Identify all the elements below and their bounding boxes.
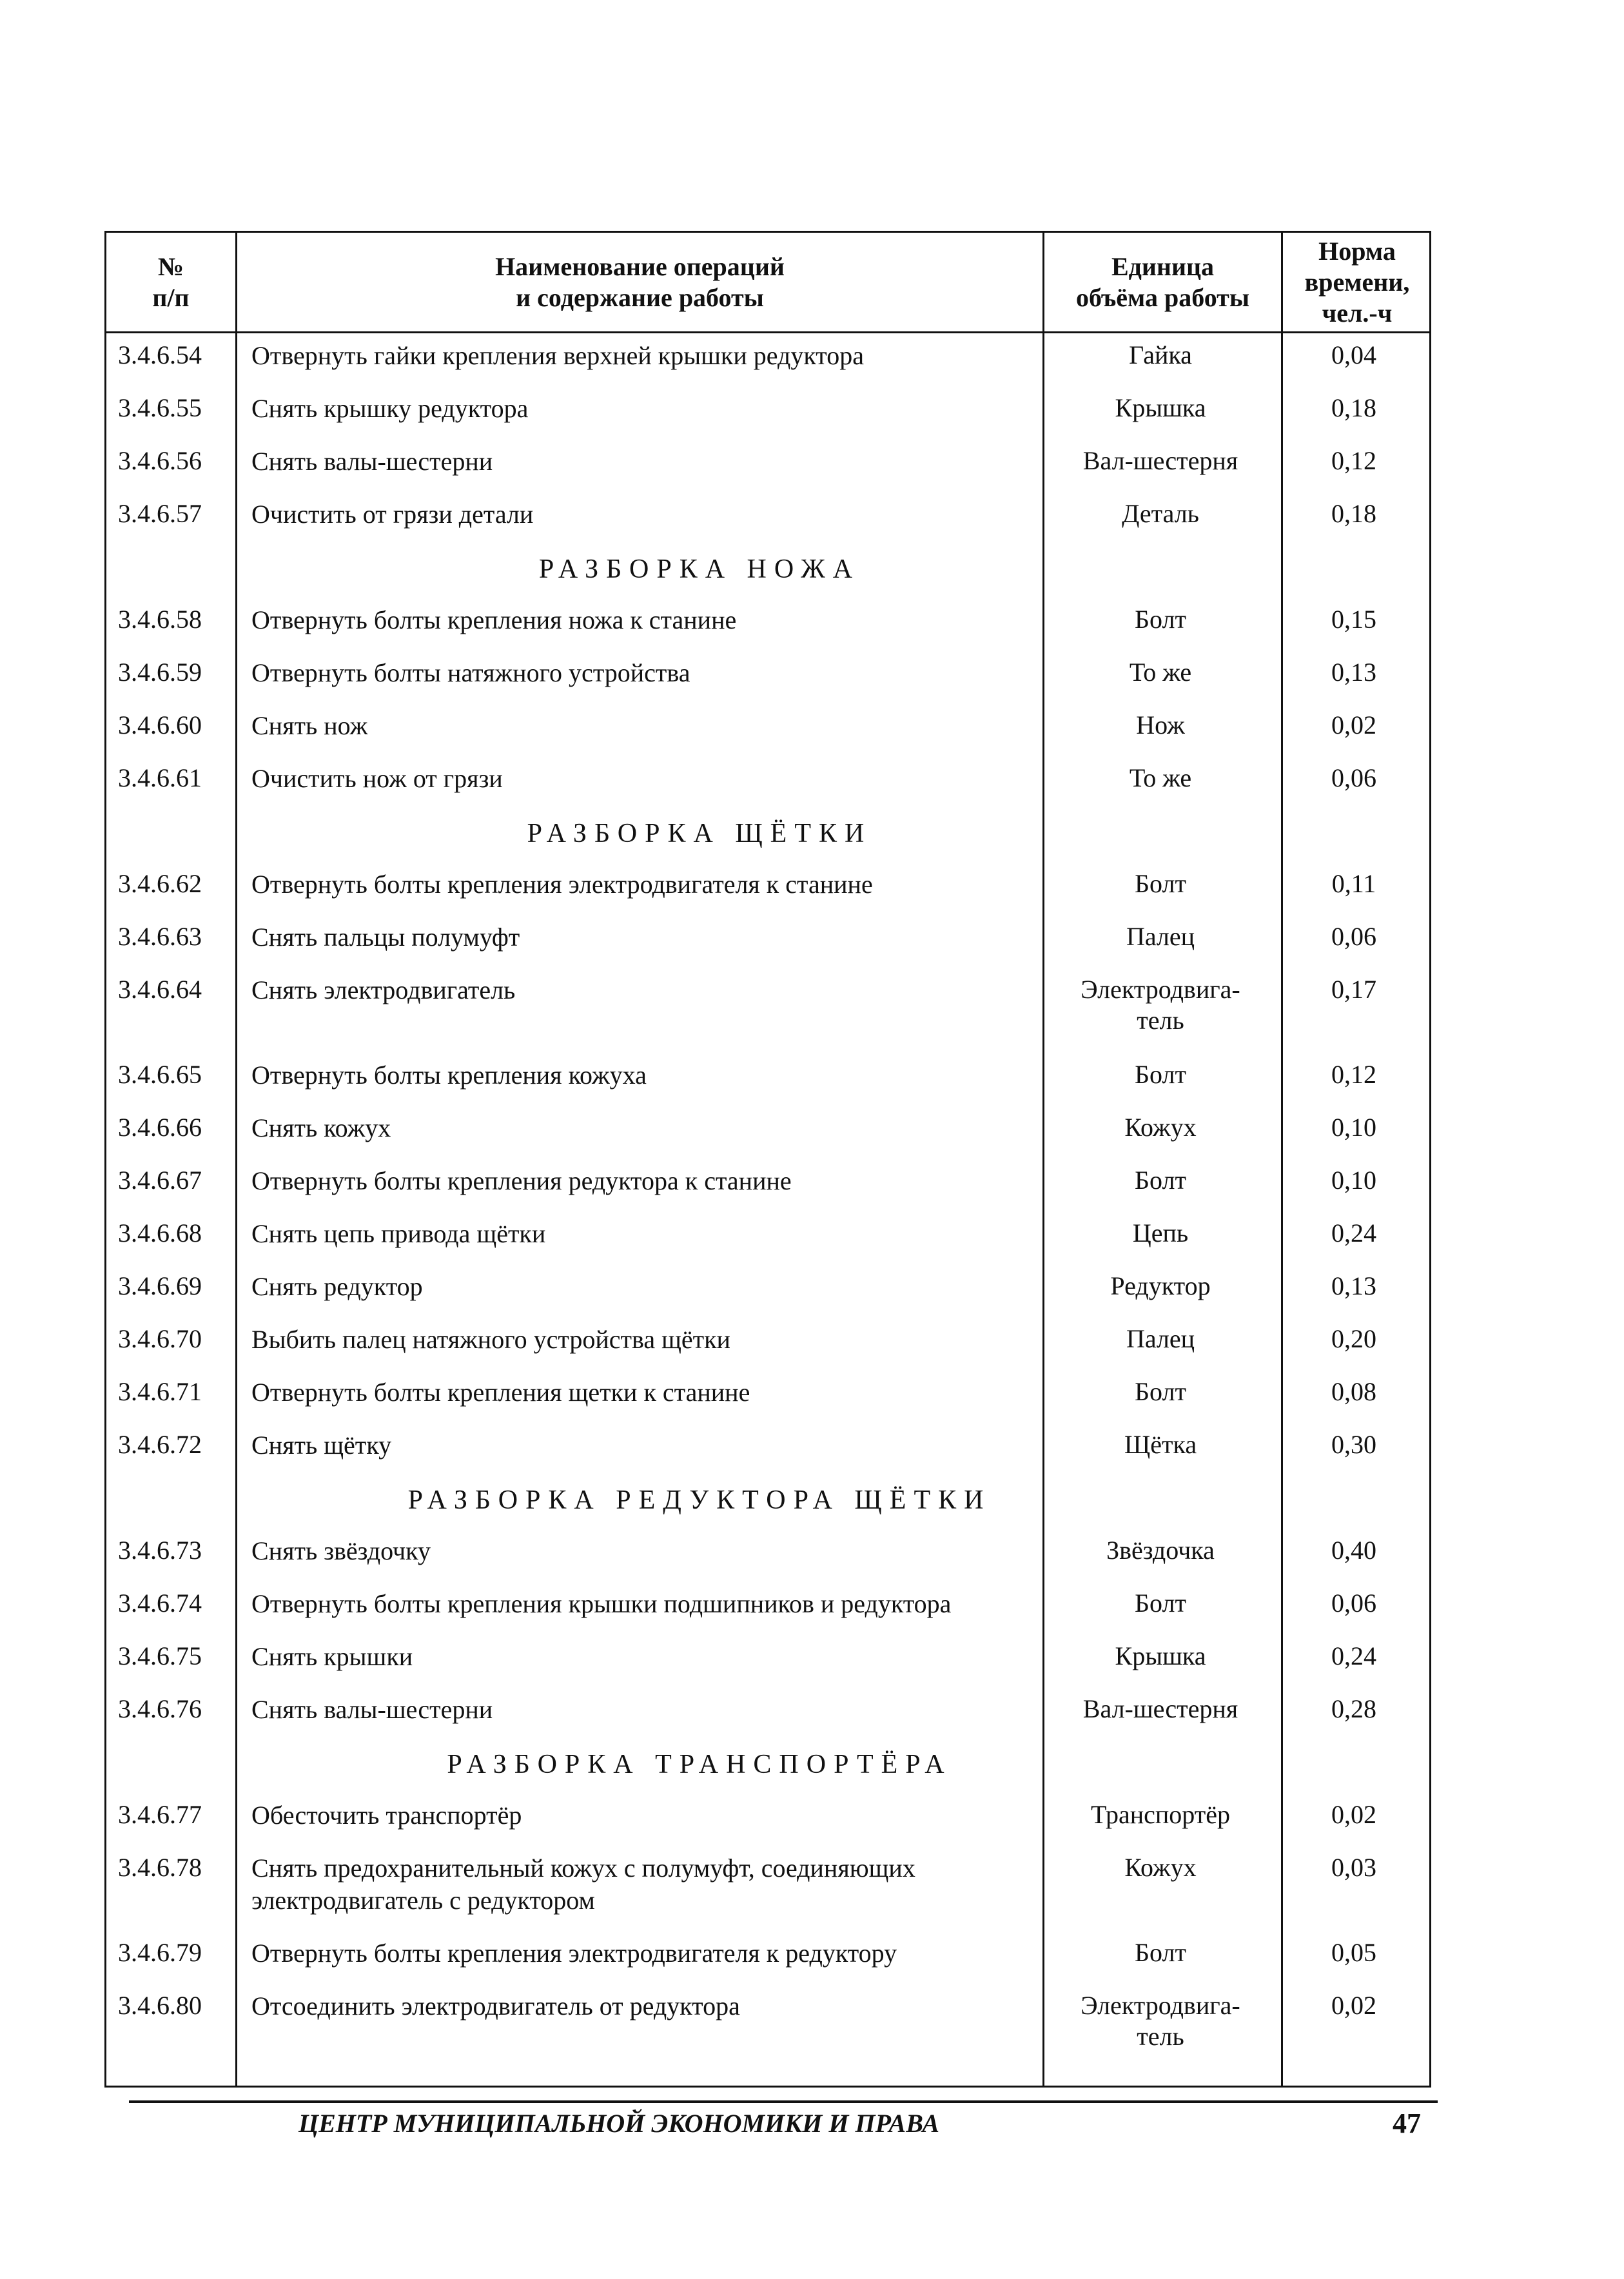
operation-name: Очистить нож от грязи bbox=[251, 764, 503, 793]
time-norm: 0,05 bbox=[1331, 1938, 1376, 1967]
operation-name: Снять кожух bbox=[251, 1113, 391, 1142]
row-number: 3.4.6.76 bbox=[118, 1694, 202, 1723]
work-unit: Болт bbox=[1135, 1938, 1186, 1967]
time-norm: 0,06 bbox=[1331, 1589, 1376, 1618]
work-unit: Деталь bbox=[1122, 499, 1199, 528]
work-unit: Болт bbox=[1135, 605, 1186, 634]
work-unit: Звёздочка bbox=[1106, 1536, 1215, 1565]
norms-table bbox=[104, 231, 1431, 2088]
operation-name: Очистить от грязи детали bbox=[251, 500, 534, 529]
table-row bbox=[106, 968, 1429, 1053]
time-norm: 0,20 bbox=[1331, 1324, 1376, 1353]
row-number: 3.4.6.58 bbox=[118, 605, 202, 634]
time-norm: 0,30 bbox=[1331, 1430, 1376, 1459]
time-norm: 0,02 bbox=[1331, 1800, 1376, 1829]
work-unit: Болт bbox=[1135, 1166, 1186, 1195]
row-number: 3.4.6.73 bbox=[118, 1536, 202, 1565]
operation-name: Снять пальцы полумуфт bbox=[251, 923, 520, 952]
row-number: 3.4.6.74 bbox=[118, 1589, 202, 1618]
table-row bbox=[106, 1687, 1429, 1740]
time-norm: 0,15 bbox=[1331, 605, 1376, 634]
row-number: 3.4.6.66 bbox=[118, 1113, 202, 1142]
row-number: 3.4.6.80 bbox=[118, 1991, 202, 2020]
time-norm: 0,03 bbox=[1331, 1853, 1376, 1882]
operation-name: Отвернуть болты натяжного устройства bbox=[251, 658, 690, 687]
table-row bbox=[106, 756, 1429, 809]
section-heading bbox=[106, 545, 1429, 598]
operation-name: Снять цепь привода щётки bbox=[251, 1219, 546, 1248]
time-norm: 0,12 bbox=[1331, 1060, 1376, 1089]
header-norm: Норма времени, чел.-ч bbox=[1304, 236, 1410, 328]
work-unit: Болт bbox=[1135, 1060, 1186, 1089]
time-norm: 0,04 bbox=[1331, 340, 1376, 369]
row-number: 3.4.6.64 bbox=[118, 975, 202, 1004]
table-row bbox=[106, 650, 1429, 703]
section-heading bbox=[106, 1476, 1429, 1529]
work-unit: Кожух bbox=[1124, 1113, 1197, 1142]
time-norm: 0,06 bbox=[1331, 763, 1376, 792]
operation-name: Отвернуть гайки крепления верхней крышки редуктора bbox=[251, 341, 864, 370]
row-number: 3.4.6.56 bbox=[118, 446, 202, 475]
row-number: 3.4.6.72 bbox=[118, 1430, 202, 1459]
operation-name: Отвернуть болты крепления щетки к станине bbox=[251, 1378, 750, 1407]
footer-organization: ЦЕНТР МУНИЦИПАЛЬНОЙ ЭКОНОМИКИ И ПРАВА bbox=[298, 2109, 940, 2138]
table-row bbox=[106, 1317, 1429, 1370]
work-unit: Нож bbox=[1136, 710, 1185, 739]
time-norm: 0,12 bbox=[1331, 446, 1376, 475]
operation-name: Снять валы-шестерни bbox=[251, 1695, 493, 1724]
time-norm: 0,02 bbox=[1331, 1991, 1376, 2020]
row-number: 3.4.6.67 bbox=[118, 1166, 202, 1195]
table-row bbox=[106, 1529, 1429, 1581]
operation-name: Снять нож bbox=[251, 711, 368, 740]
time-norm: 0,06 bbox=[1331, 922, 1376, 951]
table-row bbox=[106, 1159, 1429, 1211]
table-header bbox=[106, 233, 1429, 333]
section-title: РАЗБОРКА НОЖА bbox=[538, 554, 861, 584]
time-norm: 0,10 bbox=[1331, 1113, 1376, 1142]
time-norm: 0,40 bbox=[1331, 1536, 1376, 1565]
section-heading bbox=[106, 1740, 1429, 1793]
time-norm: 0,13 bbox=[1331, 658, 1376, 687]
row-number: 3.4.6.60 bbox=[118, 710, 202, 739]
table-row bbox=[106, 1581, 1429, 1634]
operation-name: Снять валы-шестерни bbox=[251, 447, 493, 476]
section-heading bbox=[106, 809, 1429, 862]
work-unit: Кожух bbox=[1124, 1853, 1197, 1882]
header-num: № п/п bbox=[152, 251, 190, 312]
work-unit: Электродвига- тель bbox=[1081, 1991, 1240, 2051]
section-title: РАЗБОРКА РЕДУКТОРА ЩЁТКИ bbox=[407, 1485, 992, 1515]
operation-name: Обесточить транспортёр bbox=[251, 1801, 522, 1830]
table-body bbox=[106, 333, 1429, 2069]
row-number: 3.4.6.65 bbox=[118, 1060, 202, 1089]
table-row bbox=[106, 1984, 1429, 2069]
work-unit: Щётка bbox=[1124, 1430, 1197, 1459]
footer-rule bbox=[129, 2100, 1438, 2103]
operation-name: Отвернуть болты крепления ножа к станине bbox=[251, 605, 737, 634]
table-row bbox=[106, 598, 1429, 650]
row-number: 3.4.6.70 bbox=[118, 1324, 202, 1353]
table-row bbox=[106, 1211, 1429, 1264]
work-unit: Болт bbox=[1135, 869, 1186, 898]
row-number: 3.4.6.55 bbox=[118, 393, 202, 422]
table-row bbox=[106, 915, 1429, 968]
work-unit: Вал-шестерня bbox=[1082, 446, 1238, 475]
table-row bbox=[106, 1370, 1429, 1423]
work-unit: Цепь bbox=[1132, 1218, 1189, 1247]
time-norm: 0,08 bbox=[1331, 1377, 1376, 1406]
operation-name: Снять электродвигатель bbox=[251, 975, 516, 1004]
operation-name: Отвернуть болты крепления электродвигателя к станине bbox=[251, 870, 873, 899]
time-norm: 0,11 bbox=[1331, 869, 1376, 898]
section-title: РАЗБОРКА ТРАНСПОРТЁРА bbox=[447, 1750, 952, 1779]
header-unit: Единица объёма работы bbox=[1075, 251, 1250, 312]
operation-name: Отвернуть болты крепления крышки подшипников и редуктора bbox=[251, 1589, 952, 1618]
table-row bbox=[106, 1634, 1429, 1687]
operation-name: Выбить палец натяжного устройства щётки bbox=[251, 1325, 730, 1354]
row-number: 3.4.6.69 bbox=[118, 1271, 202, 1300]
time-norm: 0,13 bbox=[1331, 1271, 1376, 1300]
work-unit: Электродвига- тель bbox=[1081, 975, 1240, 1035]
work-unit: Болт bbox=[1135, 1377, 1186, 1406]
time-norm: 0,17 bbox=[1331, 975, 1376, 1004]
operation-name: Отвернуть болты крепления кожуха bbox=[251, 1061, 647, 1090]
table-row bbox=[106, 703, 1429, 756]
operation-name: Снять редуктор bbox=[251, 1272, 423, 1301]
table-row bbox=[106, 1931, 1429, 1984]
operation-name: Отсоединить электродвигатель от редуктора bbox=[251, 1991, 740, 2020]
row-number: 3.4.6.63 bbox=[118, 922, 202, 951]
work-unit: Болт bbox=[1135, 1589, 1186, 1618]
table-row bbox=[106, 1106, 1429, 1159]
operation-name: Снять предохранительный кожух с полумуфт, соединяющих электродвигатель с редуктором bbox=[251, 1854, 915, 1915]
table-row bbox=[106, 862, 1429, 915]
header-name: Наименование операций и содержание работы bbox=[495, 251, 785, 312]
table-row bbox=[106, 1053, 1429, 1106]
table-row bbox=[106, 439, 1429, 492]
work-unit: Крышка bbox=[1115, 1641, 1206, 1670]
table-row bbox=[106, 1846, 1429, 1931]
operation-name: Снять звёздочку bbox=[251, 1536, 431, 1565]
time-norm: 0,24 bbox=[1331, 1641, 1376, 1670]
operation-name: Снять крышки bbox=[251, 1642, 413, 1671]
work-unit: Гайка bbox=[1129, 340, 1192, 369]
work-unit: То же bbox=[1129, 658, 1192, 687]
work-unit: То же bbox=[1129, 763, 1192, 792]
work-unit: Транспортёр bbox=[1091, 1800, 1230, 1829]
work-unit: Палец bbox=[1126, 922, 1195, 951]
time-norm: 0,24 bbox=[1331, 1218, 1376, 1247]
section-title: РАЗБОРКА ЩЁТКИ bbox=[527, 819, 872, 848]
table-row bbox=[106, 492, 1429, 545]
row-number: 3.4.6.79 bbox=[118, 1938, 202, 1967]
time-norm: 0,18 bbox=[1331, 393, 1376, 422]
time-norm: 0,18 bbox=[1331, 499, 1376, 528]
row-number: 3.4.6.75 bbox=[118, 1641, 202, 1670]
row-number: 3.4.6.62 bbox=[118, 869, 202, 898]
table-row bbox=[106, 386, 1429, 439]
operation-name: Отвернуть болты крепления редуктора к станине bbox=[251, 1166, 792, 1195]
time-norm: 0,02 bbox=[1331, 710, 1376, 739]
row-number: 3.4.6.71 bbox=[118, 1377, 202, 1406]
work-unit: Редуктор bbox=[1110, 1271, 1211, 1300]
row-number: 3.4.6.57 bbox=[118, 499, 202, 528]
row-number: 3.4.6.78 bbox=[118, 1853, 202, 1882]
time-norm: 0,28 bbox=[1331, 1694, 1376, 1723]
row-number: 3.4.6.54 bbox=[118, 340, 202, 369]
row-number: 3.4.6.77 bbox=[118, 1800, 202, 1829]
work-unit: Вал-шестерня bbox=[1082, 1694, 1238, 1723]
operation-name: Снять щётку bbox=[251, 1431, 392, 1460]
time-norm: 0,10 bbox=[1331, 1166, 1376, 1195]
operation-name: Снять крышку редуктора bbox=[251, 394, 529, 423]
row-number: 3.4.6.61 bbox=[118, 763, 202, 792]
operation-name: Отвернуть болты крепления электродвигателя к редуктору bbox=[251, 1939, 897, 1968]
row-number: 3.4.6.59 bbox=[118, 658, 202, 687]
page-number: 47 bbox=[1393, 2108, 1421, 2139]
row-number: 3.4.6.68 bbox=[118, 1218, 202, 1247]
table-row bbox=[106, 1264, 1429, 1317]
work-unit: Крышка bbox=[1115, 393, 1206, 422]
table-row bbox=[106, 1423, 1429, 1476]
work-unit: Палец bbox=[1126, 1324, 1195, 1353]
table-row bbox=[106, 1793, 1429, 1846]
table-row bbox=[106, 333, 1429, 386]
